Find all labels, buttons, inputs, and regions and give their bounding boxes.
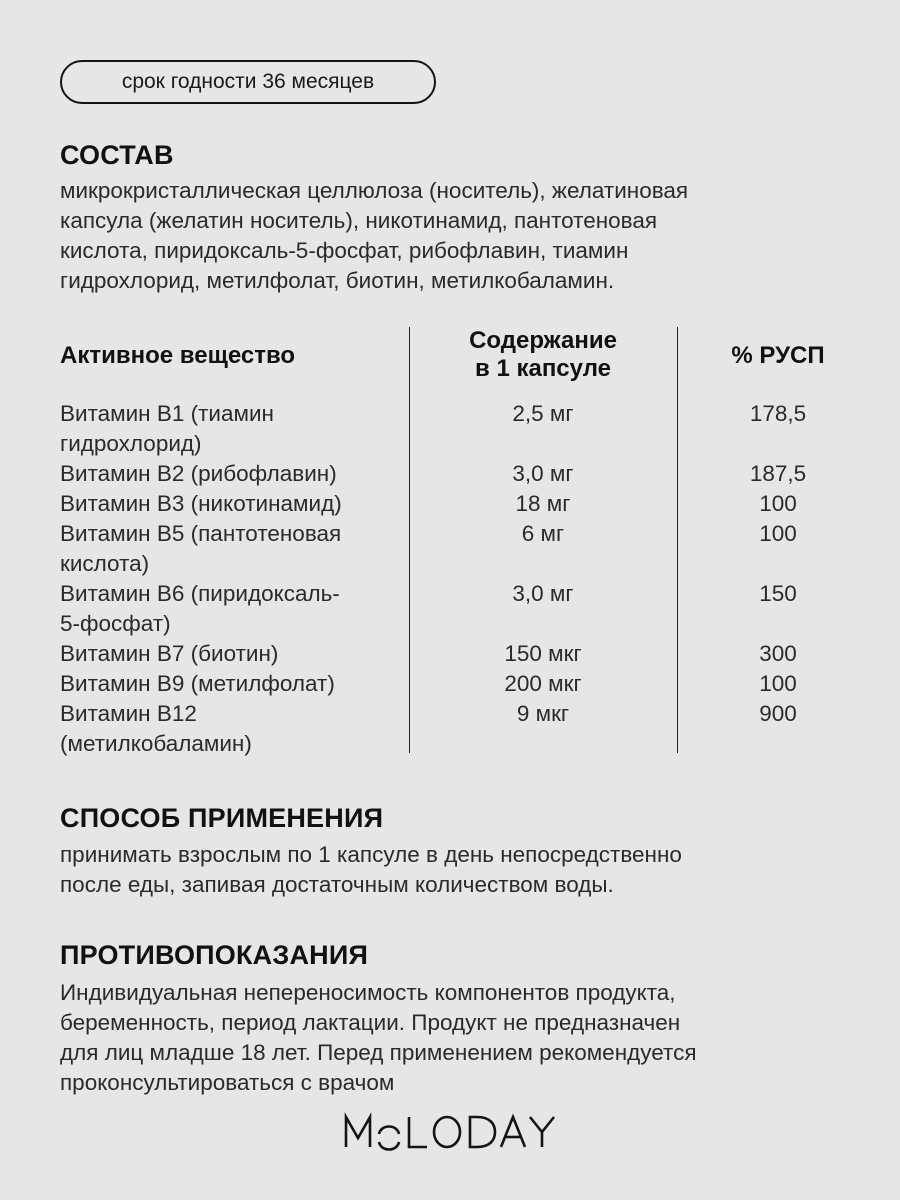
table-row-name: Витамин В2 (рибофлавин) — [60, 461, 337, 486]
header-rda: % РУСП — [731, 342, 825, 369]
table-row-amount: 3,0 мг — [512, 581, 574, 606]
usage-title: СПОСОБ ПРИМЕНЕНИЯ — [60, 803, 384, 833]
row-name-line: Витамин В1 (тиамин — [60, 401, 274, 426]
table-row-rda: 100 — [759, 521, 797, 546]
table-row-name: Витамин В9 (метилфолат) — [60, 671, 335, 696]
row-name-line: Витамин В12 — [60, 701, 197, 726]
table-row-rda: 100 — [759, 491, 797, 516]
table-row-name: Витамин В7 (биотин) — [60, 641, 279, 666]
header-amount — [410, 327, 676, 383]
row-name-line: Витамин В5 (пантотеновая — [60, 521, 342, 546]
brand-logo-mark — [343, 1112, 557, 1152]
header-amount-line: в 1 капсуле — [475, 355, 611, 382]
contraindications-line: проконсультироваться с врачом — [60, 1070, 395, 1095]
row-name-line: гидрохлорид) — [60, 431, 202, 456]
table-row-name — [60, 399, 400, 459]
table-row-amount: 2,5 мг — [512, 401, 574, 426]
usage-line: принимать взрослым по 1 капсуле в день непосредственно — [60, 842, 682, 867]
header-amount-line: Содержание — [469, 327, 617, 354]
table-row-rda: 150 — [759, 581, 797, 606]
table-row-name — [60, 579, 400, 639]
contraindications-title: ПРОТИВОПОКАЗАНИЯ — [60, 940, 369, 970]
usage-text — [60, 840, 840, 900]
table-row-name — [60, 519, 400, 579]
table-row-name — [60, 699, 400, 759]
table-row-amount: 6 мг — [521, 521, 565, 546]
composition-title: СОСТАВ — [60, 140, 174, 170]
composition-line: кислота, пиридоксаль-5-фосфат, рибофлавин, тиамин — [60, 238, 629, 263]
row-name-line: (метилкобаламин) — [60, 731, 252, 756]
composition-line: гидрохлорид, метилфолат, биотин, метилкобаламин. — [60, 268, 615, 293]
table-row-amount: 200 мкг — [504, 671, 582, 696]
table-row-rda: 187,5 — [749, 461, 807, 486]
contraindications-text — [60, 978, 840, 1098]
shelf-life-badge — [60, 60, 436, 104]
table-row-rda: 900 — [759, 701, 797, 726]
table-row-amount: 3,0 мг — [512, 461, 574, 486]
header-substance: Активное вещество — [60, 342, 296, 369]
contraindications-line: для лиц младше 18 лет. Перед применением рекомендуется — [60, 1040, 697, 1065]
row-name-line: кислота) — [60, 551, 150, 576]
usage-line: после еды, запивая достаточным количеством воды. — [60, 872, 614, 897]
table-row-amount: 18 мг — [515, 491, 571, 516]
row-name-line: Витамин В6 (пиридоксаль- — [60, 581, 340, 606]
contraindications-line: беременность, период лактации. Продукт не предназначен — [60, 1010, 681, 1035]
shelf-life-text: срок годности 36 месяцев — [121, 70, 375, 93]
brand-logo — [343, 1112, 557, 1152]
table-row-rda: 178,5 — [749, 401, 807, 426]
contraindications-line: Индивидуальная непереносимость компонентов продукта, — [60, 980, 676, 1005]
composition-text — [60, 176, 840, 296]
table-row-rda: 100 — [759, 671, 797, 696]
composition-line: капсула (желатин носитель), никотинамид, пантотеновая — [60, 208, 658, 233]
composition-line: микрокристаллическая целлюлоза (носитель), желатиновая — [60, 178, 689, 203]
table-row-name: Витамин В3 (никотинамид) — [60, 491, 342, 516]
table-row-rda: 300 — [759, 641, 797, 666]
row-name-line: 5-фосфат) — [60, 611, 171, 636]
table-row-amount: 9 мкг — [516, 701, 570, 726]
table-row-amount: 150 мкг — [504, 641, 582, 666]
